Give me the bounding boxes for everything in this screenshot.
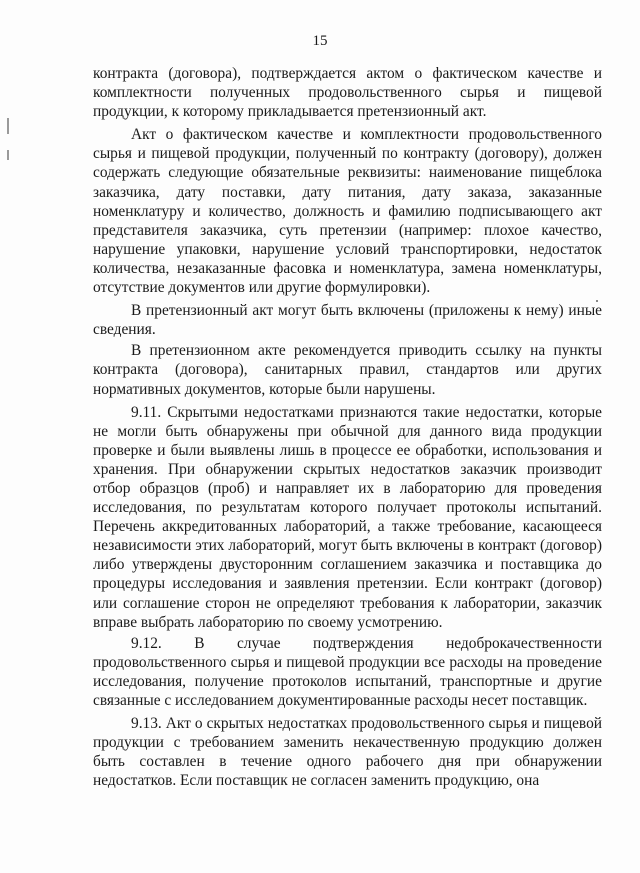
paragraph: 9.13. Акт о скрытых недостатках продовольственного сырья и пищевой продукции с требованием заменить некачественную продукцию должен быть составлен в течение одного рабочего дня при обнаружении недостатков. Если поставщик не согласен заменить продукцию, она (93, 715, 602, 790)
paragraph: 9.12. В случае подтверждения недоброкачественности продовольственного сырья и пищевой продукции все расходы на проведение исследования, получение протоколов испытаний, транспортные и другие связанные с исследованием документированные расходы несет поставщик. (93, 634, 602, 709)
document-body (93, 64, 602, 790)
paragraph: В претензионный акт могут быть включены (приложены к нему) иные сведения. (93, 302, 602, 339)
paragraph: Акт о фактическом качестве и комплектности продовольственного сырья и пищевой продукции, полученный по контракту (договору), должен содержать следующие обязательные реквизиты: наименование пищеблока заказчика, дату поставки, дату питания, дату заказа, заказанные номенклатуру и количество, должность и фамилию подписывающего акт представителя заказчика, суть претензии (например: плохое качество, нарушение упаковки, нарушение условий транспортировки, недостаток количества, незаказанные фасовка и номенклатура, замена номенклатуры, отсутствие документов или другие формулировки). (93, 126, 602, 297)
paragraph: 9.11. Скрытыми недостатками признаются такие недостатки, которые не могли быть обнаружены при обычной для данного вида продукции проверке и были выявлены лишь в процессе ее обработки, использования и хранения. При обнаружении скрытых недостатков заказчик производит отбор образцов (проб) и направляет их в лабораторию для проведения исследования, по результатам которого получает протоколы испытаний. Перечень аккредитованных лабораторий, а также требование, касающееся независимости этих лабораторий, могут быть включены в контракт (договор) либо утверждены двусторонним соглашением заказчика и поставщика до процедуры исследования и заявления претензии. Если контракт (договор) или соглашение сторон не определяют требования к лаборатории, заказчик вправе выбрать лабораторию по своему усмотрению. (93, 403, 602, 631)
paragraph: контракта (договора), подтверждается актом о фактическом качестве и комплектности полученных продовольственного сырья и пищевой продукции, к которому прикладывается претензионный акт. (93, 65, 602, 121)
scan-edge-mark (7, 118, 9, 134)
scan-edge-mark (7, 150, 9, 160)
page-number: 15 (312, 33, 328, 49)
paragraph: В претензионном акте рекомендуется приводить ссылку на пункты контракта (договора), санитарных правил, стандартов или других нормативных документов, которые были нарушены. (93, 342, 602, 398)
